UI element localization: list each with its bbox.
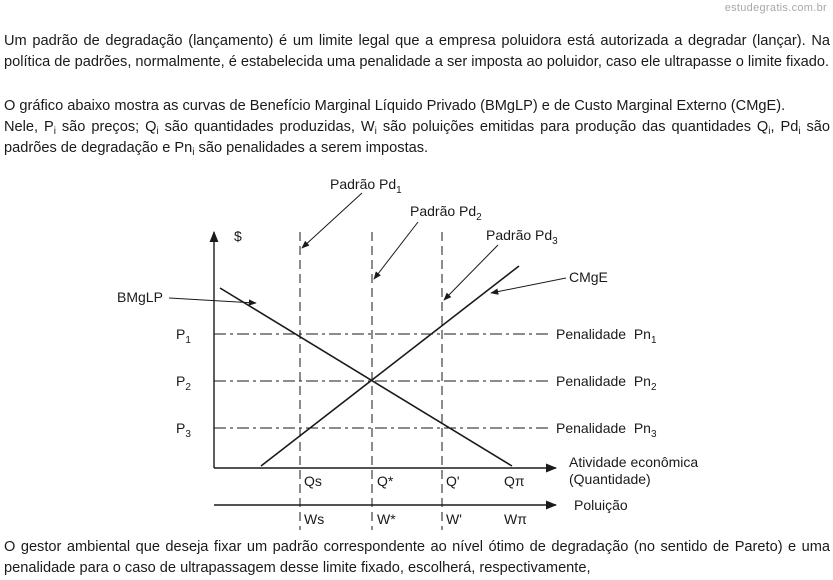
question-paragraph-3: O gestor ambiental que deseja fixar um padrão correspondente ao nível ótimo de degradação (no sentido de Pareto) e uma penalidade para o caso de ultrapassagem desse limite fixado, escolherá, respectivamente, <box>4 539 830 576</box>
pointer-standard-1 <box>302 193 362 248</box>
quantity-label-qprime: Q' <box>446 473 460 489</box>
price-label-3: $P_3$ <box>176 420 191 440</box>
bmglp-label: BMgLP <box>117 289 163 305</box>
question-paragraph-1: Um padrão de degradação (lançamento) é um limite legal que a empresa poluidora está autorizada a degradar (lançar). Na política de padrões, normalmente, é estabelecida uma penalidade a ser imposta ao poluidor, caso ele ultrapasse o limite fixado. <box>4 33 830 70</box>
pointer-bmglp <box>169 298 256 303</box>
pollution-axis-label: Poluição <box>574 497 628 513</box>
quantity-label-qs: Qs <box>304 473 322 489</box>
penalty-label-1: Penalidade $Pn_1$ <box>556 326 657 346</box>
penalty-label-3: Penalidade $Pn_3$ <box>556 420 657 440</box>
standard-label-2: Padrão $Pd_2$ <box>410 203 482 223</box>
x-axis-label-line-2: (Quantidade) <box>569 471 651 487</box>
pointer-standard-3 <box>444 245 498 300</box>
y-axis-label: $ <box>234 228 242 244</box>
standard-label-1: Padrão $Pd_1$ <box>330 176 402 196</box>
pointer-cmge <box>491 278 566 293</box>
pollution-label-ws: Ws <box>304 511 325 527</box>
pollution-label-wprime: W' <box>446 511 462 527</box>
pollution-label-wstar: W* <box>377 511 396 527</box>
standard-label-3: Padrão $Pd_3$ <box>486 227 558 247</box>
bmglp-curve <box>220 288 512 466</box>
paragraph-2-line-1: O gráfico abaixo mostra as curvas de Benefício Marginal Líquido Privado (BMgLP) e de Custo Marginal Externo (CMgE). <box>4 98 786 114</box>
watermark: estudegratis.com.br <box>724 2 827 14</box>
penalty-label-2: Penalidade $Pn_2$ <box>556 373 657 393</box>
quantity-label-qstar: Q* <box>377 473 394 489</box>
price-label-1: $P_1$ <box>176 326 191 346</box>
x-axis-label-line-1: Atividade econômica <box>569 454 699 470</box>
price-label-2: $P_2$ <box>176 373 191 393</box>
cmge-label: CMgE <box>569 269 608 285</box>
quantity-label-qpi: Qπ <box>504 473 525 489</box>
pointer-standard-2 <box>374 222 418 279</box>
pollution-label-wpi: Wπ <box>504 511 527 527</box>
question-paragraph-2: O gráfico abaixo mostra as curvas de Benefício Marginal Líquido Privado (BMgLP) e de Custo Marginal Externo (CMgE). Nele, $P_i$ são preços; $Q_i$ são quantidades produzidas, $W_i$ são poluições emitidas para produção das quantidades $Q_i$, $Pd_i$ são padrões de degradação e $Pn_i$ são penalidades a serem impostas. <box>4 98 831 158</box>
